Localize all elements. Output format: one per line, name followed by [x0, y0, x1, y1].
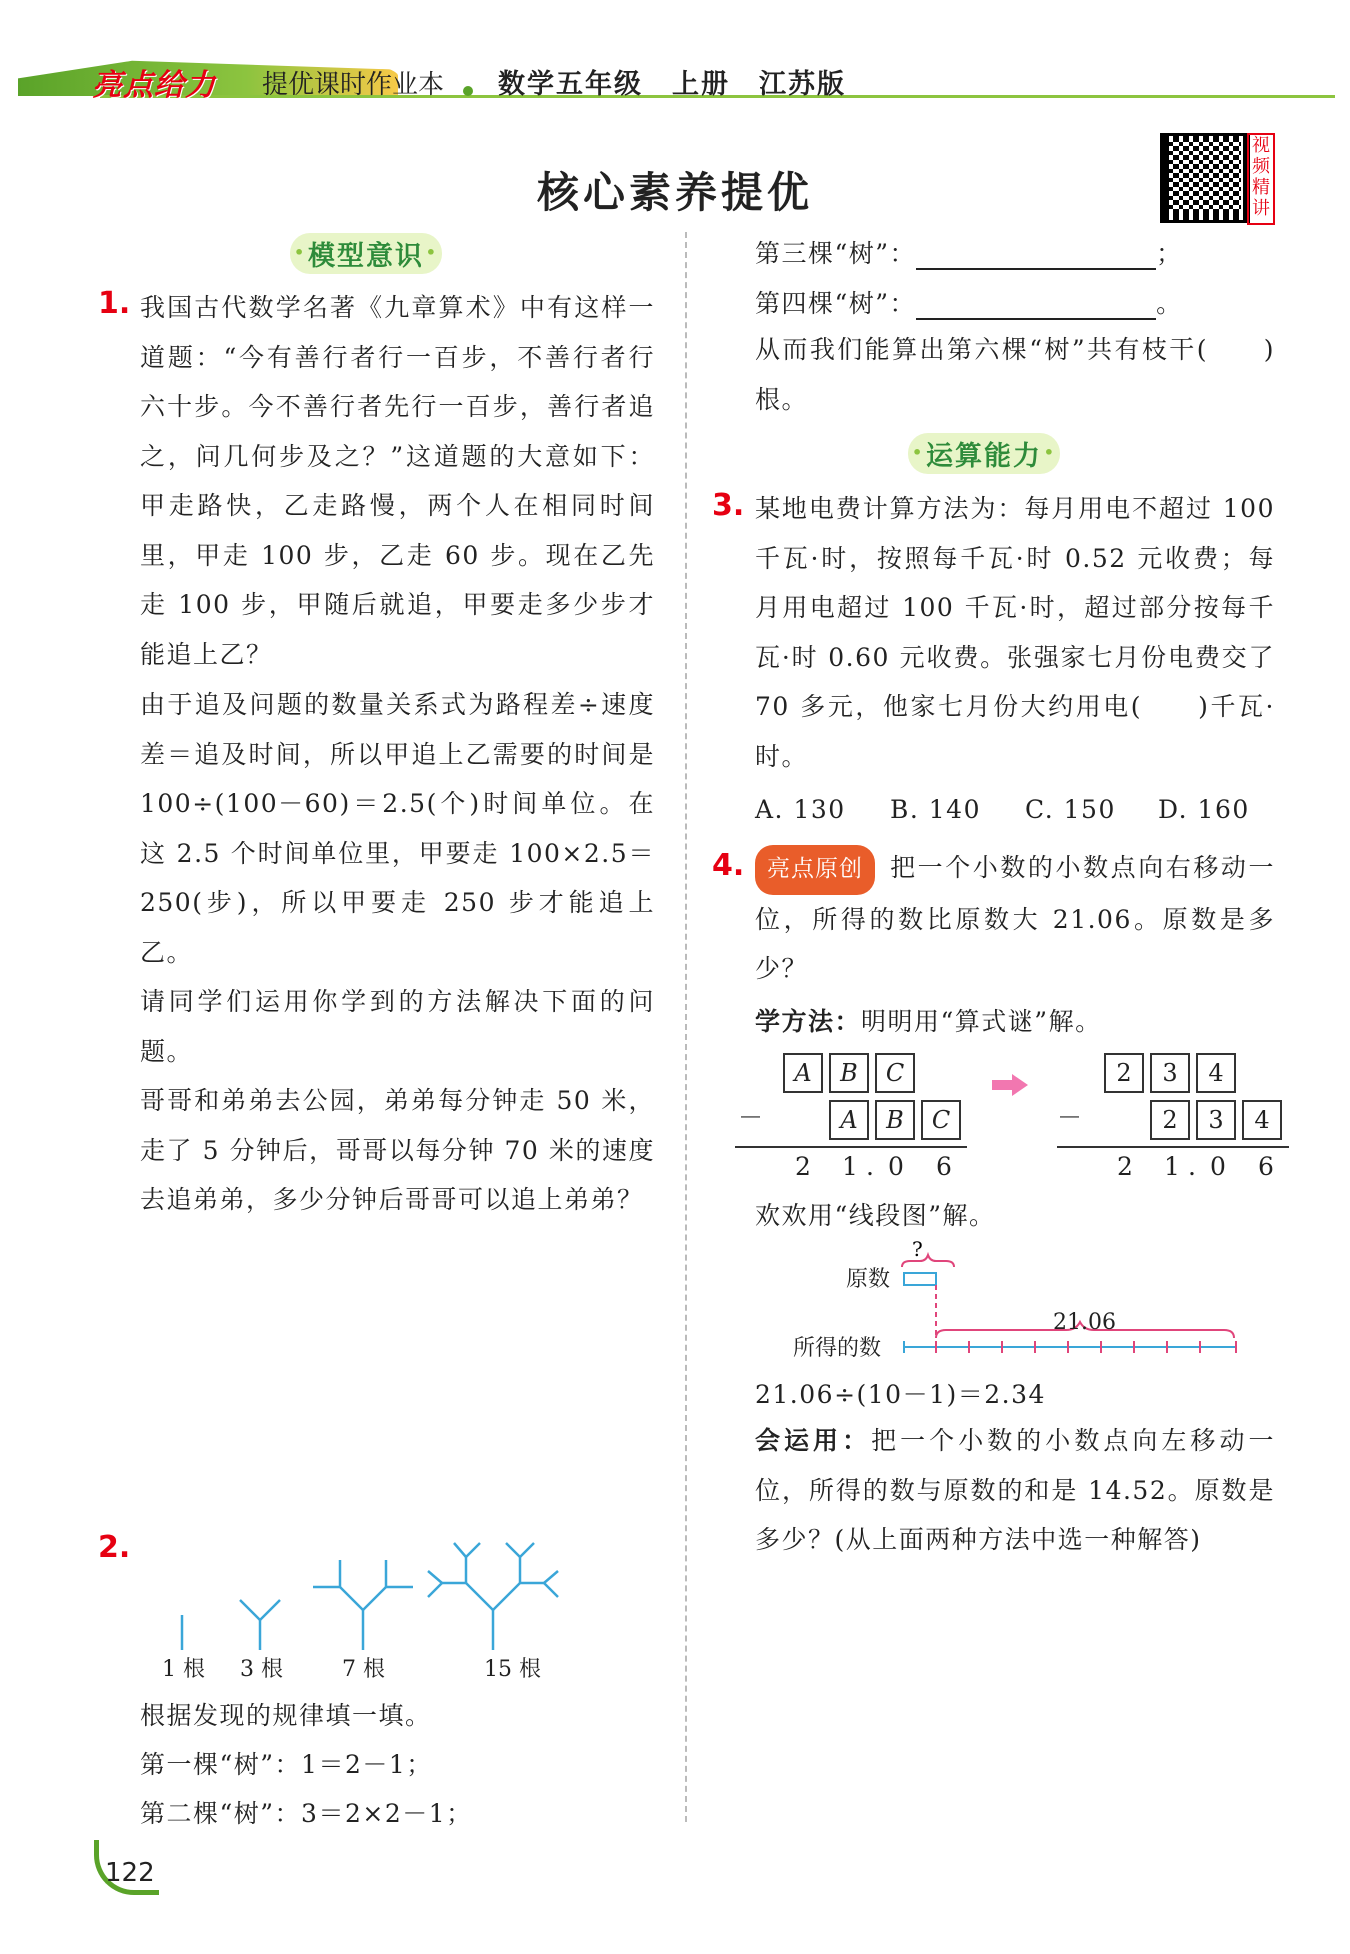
puzzle-left-rule — [735, 1146, 967, 1148]
puzzle-left-bottom-c: C — [921, 1100, 961, 1140]
page-title: 核心素养提优 — [536, 168, 813, 217]
puzzle-right-bottom-3: 3 — [1196, 1100, 1236, 1140]
q4-calc: 21.06÷(10－1)＝2.34 — [755, 1380, 1046, 1409]
puzzle-left-result-2: . — [866, 1152, 876, 1181]
q2-number: 2. — [98, 1530, 131, 1565]
q4-method1 — [755, 1002, 1102, 1038]
q3-option-d[interactable]: D. 160 — [1158, 795, 1250, 824]
puzzle-right-result-4: 6 — [1258, 1152, 1276, 1181]
tree-pattern-figure — [160, 1515, 600, 1670]
q1-prompt: 请同学们运用你学到的方法解决下面的问题。 — [140, 987, 655, 1066]
puzzle-right-bottom-4: 4 — [1242, 1100, 1282, 1140]
q4-text — [755, 843, 1275, 994]
q1-explain: 由于追及问题的数量关系式为路程差÷速度差＝追及时间，所以甲追上乙需要的时间是 100÷(100－60)＝2.5(个)时间单位。在这 2.5 个时间单位里，甲要走 100×2.5＝250(步)，所以甲要走 250 步才能追上乙。 — [140, 690, 655, 967]
section-model: • 模型意识 • — [290, 233, 442, 274]
q2-line3 — [755, 234, 1183, 270]
seg-value: 21.06 — [1053, 1310, 1116, 1335]
seg-label-original: 原数 — [846, 1267, 891, 1292]
puzzle-right-top-3: 3 — [1150, 1053, 1190, 1093]
q3-number: 3. — [712, 488, 745, 523]
q4-apply-text: 把一个小数的小数点向左移动一位，所得的数与原数的和是 14.52。原数是多少？(从上面两种方法中选一种解答) — [755, 1426, 1275, 1554]
q2-line4-prefix: 第四棵“树”： — [755, 289, 917, 318]
puzzle-left-minus: － — [738, 1103, 765, 1132]
q4-method1-label: 学方法： — [755, 1007, 862, 1036]
q3-option-a[interactable]: A. 130 — [755, 795, 846, 824]
q1-task: 哥哥和弟弟去公园，弟弟每分钟走 50 米，走了 5 分钟后，哥哥以每分钟 70 米的速度去追弟弟，多少分钟后哥哥可以追上弟弟？ — [140, 1086, 655, 1214]
puzzle-left-result-3: 0 — [888, 1152, 906, 1181]
q4-method1-text: 明明用“算式谜”解。 — [861, 1007, 1102, 1036]
q2-line3-suffix: ； — [1156, 239, 1183, 268]
puzzle-left-top-a: A — [783, 1053, 823, 1093]
q2-line3-prefix: 第三棵“树”： — [755, 239, 917, 268]
page-number: 122 — [105, 1858, 155, 1888]
puzzle-right-top-4: 4 — [1196, 1053, 1236, 1093]
tree-2 — [240, 1600, 280, 1650]
q2-line4-blank[interactable] — [916, 294, 1156, 320]
puzzle-right-minus: － — [1057, 1103, 1084, 1132]
q2-line4-suffix: 。 — [1156, 289, 1183, 318]
q4-badge: 亮点原创 — [755, 845, 875, 895]
puzzle-right-top-2: 2 — [1104, 1053, 1144, 1093]
book-subtitle: 提优课时作业本 — [262, 70, 445, 100]
qr-code-icon[interactable] — [1160, 133, 1250, 223]
q3-option-b[interactable]: B. 140 — [890, 795, 981, 824]
puzzle-left-bottom-b: B — [875, 1100, 915, 1140]
seg-question: ? — [912, 1237, 923, 1261]
tree-label-3: 7 根 — [342, 1657, 385, 1682]
puzzle-right-result-0: 2 — [1117, 1152, 1135, 1181]
arrow-right-icon — [990, 1072, 1030, 1098]
puzzle-left-top-b: B — [829, 1053, 869, 1093]
puzzle-left-result-4: 6 — [936, 1152, 954, 1181]
q4-question: 把一个小数的小数点向右移动一位，所得的数比原数大 21.06。原数是多少？ — [755, 853, 1275, 983]
puzzle-right-result-3: 0 — [1210, 1152, 1228, 1181]
puzzle-left-result-1: 1 — [842, 1152, 860, 1181]
section-compute: • 运算能力 • — [908, 433, 1060, 474]
tree-label-2: 3 根 — [240, 1657, 283, 1682]
puzzle-right-rule — [1057, 1146, 1289, 1148]
q3-text: 某地电费计算方法为：每月用电不超过 100 千瓦·时，按照每千瓦·时 0.52 元收费；每月用电超过 100 千瓦·时，超过部分按每千瓦·时 0.60 元收费。张强家七月份电费交了 70 多元，他家七月份大约用电( )千瓦·时。 — [755, 494, 1275, 771]
puzzle-left-top-c: C — [875, 1053, 915, 1093]
puzzle-left-bottom-a: A — [829, 1100, 869, 1140]
header-dot — [463, 86, 473, 96]
tree-label-4: 15 根 — [484, 1657, 541, 1682]
q4-method2: 欢欢用“线段图”解。 — [755, 1201, 996, 1230]
tree-label-1: 1 根 — [162, 1657, 205, 1682]
puzzle-left-result-0: 2 — [795, 1152, 813, 1181]
brand-logo: 亮点给力 — [92, 68, 216, 103]
q4-number: 4. — [712, 848, 745, 883]
q4-apply — [755, 1416, 1275, 1565]
q2-line2: 第二棵“树”：3＝2×2－1； — [140, 1799, 473, 1828]
q2-line4 — [755, 284, 1183, 320]
q2-line1: 第一棵“树”：1＝2－1； — [140, 1750, 433, 1779]
puzzle-right-result-2: . — [1188, 1152, 1198, 1181]
q2-line3-blank[interactable] — [916, 244, 1156, 270]
q1-number: 1. — [98, 286, 131, 321]
q4-apply-label: 会运用： — [755, 1426, 872, 1455]
q2-instruction: 根据发现的规律填一填。 — [140, 1701, 432, 1730]
puzzle-right-bottom-2: 2 — [1150, 1100, 1190, 1140]
q2-conclusion: 从而我们能算出第六棵“树”共有枝干( )根。 — [755, 335, 1275, 414]
video-tag: 视频精讲 — [1247, 133, 1275, 225]
q3-option-c[interactable]: C. 150 — [1025, 795, 1116, 824]
tree-3 — [313, 1560, 413, 1650]
tree-4 — [428, 1543, 558, 1650]
seg-label-result: 所得的数 — [793, 1336, 882, 1361]
book-grade: 数学五年级 上册 江苏版 — [498, 69, 846, 100]
q1-text: 我国古代数学名著《九章算术》中有这样一道题：“今有善行者行一百步，不善行者行六十步。今不善行者先行一百步，善行者追之，问几何步及之？”这道题的大意如下：甲走路快，乙走路慢，两个人在相同时间里，甲走 100 步，乙走 60 步。现在乙先走 100 步，甲随后就追，甲要走多少步才能追上乙？ — [140, 293, 655, 669]
puzzle-right-result-1: 1 — [1164, 1152, 1182, 1181]
column-divider — [685, 232, 687, 1822]
